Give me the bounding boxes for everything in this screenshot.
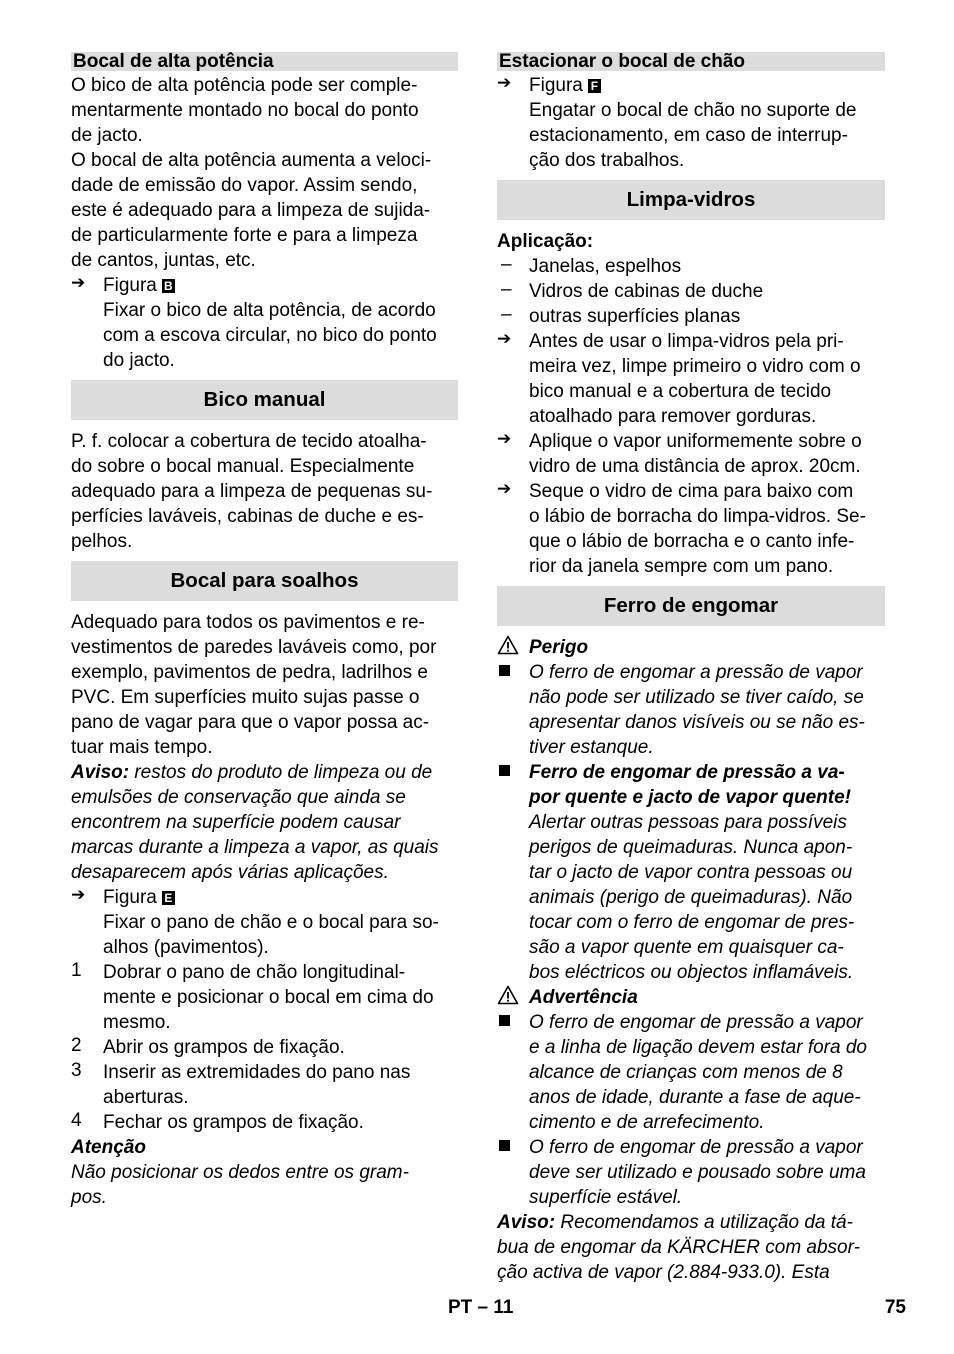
warning-bullet: O ferro de engomar a pressão de vapor não pode ser utilizado se tiver caído, se apresentar danos visíveis ou se não es- tiver estanque. [497, 660, 885, 760]
dash-bullet-icon: – [501, 279, 512, 300]
paragraph-bocal-alta-2: O bocal de alta potência aumenta a veloci- dade de emissão do vapor. Assim sendo, este é adequado para a limpeza de sujida- de particularmente forte e para a limpeza de cantos, juntas, etc. [71, 150, 432, 271]
figure-letter-badge: E [162, 891, 175, 905]
numbered-step: 4 Fechar os grampos de fixação. [71, 1110, 364, 1133]
warning-triangle-icon [497, 635, 529, 658]
numbered-step: 2 Abrir os grampos de fixação. [71, 1035, 345, 1058]
heading-limpa-vidros: Limpa-vidros [497, 180, 885, 220]
square-bullet-icon [499, 765, 510, 776]
arrow-right-icon: ➔ [497, 329, 512, 348]
paragraph-bico-manual: P. f. colocar a cobertura de tecido atoalha- do sobre o bocal manual. Especialmente adequado para a limpeza de pequenas su- perfícies laváveis, cabinas de duche e es- pelhos. [71, 431, 433, 552]
instruction-item: ➔ Antes de usar o limpa-vidros pela pri- meira vez, limpe primeiro o vidro com o bico manual e a cobertura de tecido atoalhado para remover gorduras. [497, 329, 861, 427]
instruction-item: ➔ Aplique o vapor uniformemente sobre o vidro de uma distância de aprox. 20cm. [497, 429, 862, 477]
warning-bullet: O ferro de engomar de pressão a vapor e a linha de ligação devem estar fora do alcance de crianças com menos de 8 anos de idade, durante a fase de aque- cimento e de arrefecimento. [497, 1010, 885, 1135]
warning-perigo: Perigo [497, 635, 885, 660]
numbered-step: 1 Dobrar o pano de chão longitudinal- mente e posicionar o bocal em cima do mesmo. [71, 960, 434, 1033]
paragraph-bocal-alta-1: O bico de alta potência pode ser comple- mentarmente montado no bocal do ponto de jacto. [71, 75, 419, 146]
note-aviso-soalhos: Aviso: restos do produto de limpeza ou de emulsões de conservação que ainda se encontrem na superfície podem causar marcas durante a limpeza a vapor, as quais desaparecem após várias aplicações. [71, 762, 439, 883]
dash-bullet-icon: – [501, 304, 512, 325]
heading-bocal-soalhos: Bocal para soalhos [71, 561, 458, 601]
page-footer-label: PT – 11 [448, 1297, 514, 1318]
left-column [71, 48, 458, 1210]
warning-bullet: Ferro de engomar de pressão a va- por quente e jacto de vapor quente! Alertar outras pessoas para possíveis perigos de queimaduras. Nunca apon- tar o jacto de vapor contra pessoas ou animais (perigo de queimaduras). Não tocar com o ferro de engomar de pres- são a vapor quente em quaisquer ca- bos eléctricos ou objectos inflamáveis. [497, 760, 885, 985]
figure-letter-badge: B [162, 279, 175, 293]
note-atencao: Atenção Não posicionar os dedos entre os gram- pos. [71, 1137, 409, 1208]
numbered-steps [71, 960, 458, 1135]
warning-triangle-icon [497, 985, 529, 1008]
list-item: – Vidros de cabinas de duche [497, 279, 885, 304]
arrow-right-icon: ➔ [497, 429, 512, 448]
square-bullet-icon [499, 1015, 510, 1026]
numbered-step: 3 Inserir as extremidades do pano nas aberturas. [71, 1060, 411, 1108]
heading-ferro-engomar: Ferro de engomar [497, 586, 885, 626]
label-aplicacao: Aplicação: [497, 231, 594, 252]
arrow-right-icon: ➔ [497, 73, 512, 92]
figure-letter-badge: F [588, 79, 601, 93]
list-item: – Janelas, espelhos [497, 254, 885, 279]
paragraph-bocal-soalhos: Adequado para todos os pavimentos e re- vestimentos de paredes laváveis como, por exemplo, pavimentos de pedra, ladrilhos e PVC. Em superfícies muito sujas passe o pano de vagar para que o vapor possa ac- tuar mais tempo. [71, 612, 437, 758]
figure-reference-f: ➔ Figura F Engatar o bocal de chão no suporte de estacionamento, em caso de interrup- ção dos trabalhos. [497, 73, 857, 171]
arrow-right-icon: ➔ [71, 273, 86, 292]
arrow-right-icon: ➔ [71, 885, 86, 904]
page-number: 75 [884, 1297, 906, 1318]
list-item: – outras superfícies planas [497, 304, 885, 329]
heading-estacionar-bocal: Estacionar o bocal de chão [497, 52, 885, 71]
warning-advertencia: Advertência [497, 985, 885, 1010]
heading-bocal-alta-potencia: Bocal de alta potência [71, 52, 458, 71]
dash-bullet-icon: – [501, 254, 512, 275]
warning-bullet: O ferro de engomar de pressão a vapor deve ser utilizado e pousado sobre uma superfície estável. [497, 1135, 885, 1210]
square-bullet-icon [499, 1140, 510, 1151]
arrow-right-icon: ➔ [497, 479, 512, 498]
note-aviso-ferro: Aviso: Recomendamos a utilização da tá- bua de engomar da KÄRCHER com absor- ção activa de vapor (2.884-933.0). Esta [497, 1212, 860, 1283]
instruction-item: ➔ Seque o vidro de cima para baixo com o lábio de borracha do limpa-vidros. Se- que o lábio de borracha e o canto infe- rior da janela sempre com um pano. [497, 479, 866, 577]
right-column [497, 48, 885, 1285]
square-bullet-icon [499, 665, 510, 676]
heading-bico-manual: Bico manual [71, 380, 458, 420]
figure-reference-b: ➔ Figura B Fixar o bico de alta potência, de acordo com a escova circular, no bico do ponto do jacto. [71, 273, 437, 371]
figure-reference-e: ➔ Figura E Fixar o pano de chão e o bocal para so- alhos (pavimentos). [71, 885, 439, 958]
